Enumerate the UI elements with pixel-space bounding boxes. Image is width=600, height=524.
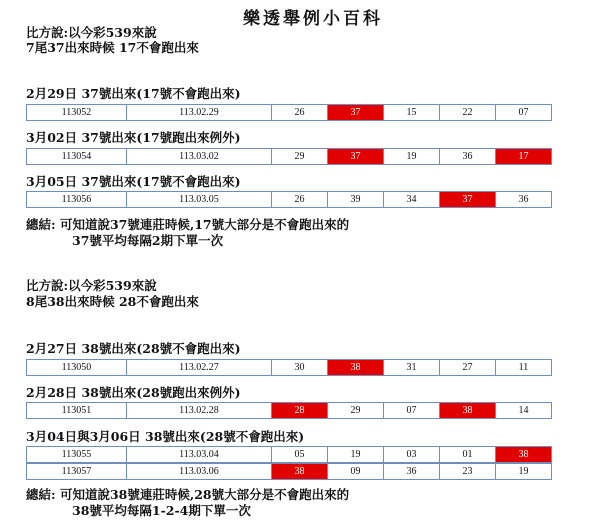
highlighted-number-cell: 28 bbox=[272, 403, 328, 419]
date-cell: 113.02.28 bbox=[127, 403, 272, 419]
number-cell: 14 bbox=[496, 403, 552, 419]
table-row bbox=[27, 360, 552, 376]
table-row bbox=[27, 105, 552, 121]
section1-intro-line2: 7尾37出來時候 17不會跑出來 bbox=[26, 40, 199, 55]
table-row bbox=[27, 403, 552, 419]
section2-case1-header: 2月27日 38號出來(28號不會跑出來) bbox=[26, 341, 241, 356]
section2-case3-table bbox=[26, 446, 552, 463]
section2-case2-table bbox=[26, 402, 552, 419]
number-cell: 29 bbox=[328, 403, 384, 419]
section1-intro-line1: 比方說:以今彩539來說 bbox=[26, 25, 157, 40]
number-cell: 01 bbox=[440, 447, 496, 463]
number-cell: 19 bbox=[384, 149, 440, 165]
number-cell: 07 bbox=[384, 403, 440, 419]
section2-summary-line1: 總結: 可知道說38號連莊時候,28號大部分是不會跑出來的 bbox=[26, 487, 350, 502]
number-cell: 19 bbox=[328, 447, 384, 463]
period-cell: 113056 bbox=[27, 192, 127, 208]
number-cell: 31 bbox=[384, 360, 440, 376]
number-cell: 23 bbox=[440, 464, 496, 480]
number-cell: 22 bbox=[440, 105, 496, 121]
number-cell: 36 bbox=[440, 149, 496, 165]
section2-case1-table bbox=[26, 359, 552, 376]
number-cell: 26 bbox=[272, 192, 328, 208]
section1-case2-table bbox=[26, 148, 552, 165]
period-cell: 113057 bbox=[27, 464, 127, 480]
section1-case2-header: 3月02日 37號出來(17號跑出來例外) bbox=[26, 130, 241, 145]
date-cell: 113.02.29 bbox=[127, 105, 272, 121]
section2-case3-header: 3月04日與3月06日 38號出來(28號不會跑出來) bbox=[26, 429, 305, 444]
date-cell: 113.02.27 bbox=[127, 360, 272, 376]
table-row bbox=[27, 447, 552, 463]
date-cell: 113.03.02 bbox=[127, 149, 272, 165]
number-cell: 07 bbox=[496, 105, 552, 121]
number-cell: 30 bbox=[272, 360, 328, 376]
number-cell: 15 bbox=[384, 105, 440, 121]
highlighted-number-cell: 38 bbox=[496, 447, 552, 463]
number-cell: 39 bbox=[328, 192, 384, 208]
number-cell: 09 bbox=[328, 464, 384, 480]
highlighted-number-cell: 38 bbox=[328, 360, 384, 376]
section2-case3-table-row2 bbox=[26, 463, 552, 480]
period-cell: 113052 bbox=[27, 105, 127, 121]
page-title: 樂透舉例小百科 bbox=[243, 9, 383, 29]
section2-intro-line1: 比方說:以今彩539來說 bbox=[26, 278, 157, 293]
number-cell: 27 bbox=[440, 360, 496, 376]
highlighted-number-cell: 37 bbox=[440, 192, 496, 208]
table-row bbox=[27, 149, 552, 165]
period-cell: 113051 bbox=[27, 403, 127, 419]
section1-summary-line2: 37號平均每隔2期下單一次 bbox=[72, 233, 224, 248]
section2-case2-header: 2月28日 38號出來(28號跑出來例外) bbox=[26, 385, 241, 400]
number-cell: 11 bbox=[496, 360, 552, 376]
number-cell: 36 bbox=[384, 464, 440, 480]
highlighted-number-cell: 37 bbox=[328, 149, 384, 165]
section2-intro-line2: 8尾38出來時候 28不會跑出來 bbox=[26, 294, 199, 309]
number-cell: 36 bbox=[496, 192, 552, 208]
highlighted-number-cell: 38 bbox=[440, 403, 496, 419]
table-row bbox=[27, 464, 552, 480]
date-cell: 113.03.05 bbox=[127, 192, 272, 208]
date-cell: 113.03.04 bbox=[127, 447, 272, 463]
number-cell: 29 bbox=[272, 149, 328, 165]
section1-summary-line1: 總結: 可知道說37號連莊時候,17號大部分是不會跑出來的 bbox=[26, 217, 350, 232]
number-cell: 34 bbox=[384, 192, 440, 208]
number-cell: 26 bbox=[272, 105, 328, 121]
highlighted-number-cell: 37 bbox=[328, 105, 384, 121]
period-cell: 113055 bbox=[27, 447, 127, 463]
section1-case3-header: 3月05日 37號出來(17號不會跑出來) bbox=[26, 174, 241, 189]
section2-summary-line2: 38號平均每隔1-2-4期下單一次 bbox=[72, 503, 251, 518]
highlighted-number-cell: 38 bbox=[272, 464, 328, 480]
highlighted-number-cell: 17 bbox=[496, 149, 552, 165]
section1-case1-table bbox=[26, 104, 552, 121]
period-cell: 113050 bbox=[27, 360, 127, 376]
date-cell: 113.03.06 bbox=[127, 464, 272, 480]
section1-case3-table bbox=[26, 191, 552, 208]
number-cell: 19 bbox=[496, 464, 552, 480]
table-row bbox=[27, 192, 552, 208]
period-cell: 113054 bbox=[27, 149, 127, 165]
section1-case1-header: 2月29日 37號出來(17號不會跑出來) bbox=[26, 86, 241, 101]
number-cell: 03 bbox=[384, 447, 440, 463]
number-cell: 05 bbox=[272, 447, 328, 463]
